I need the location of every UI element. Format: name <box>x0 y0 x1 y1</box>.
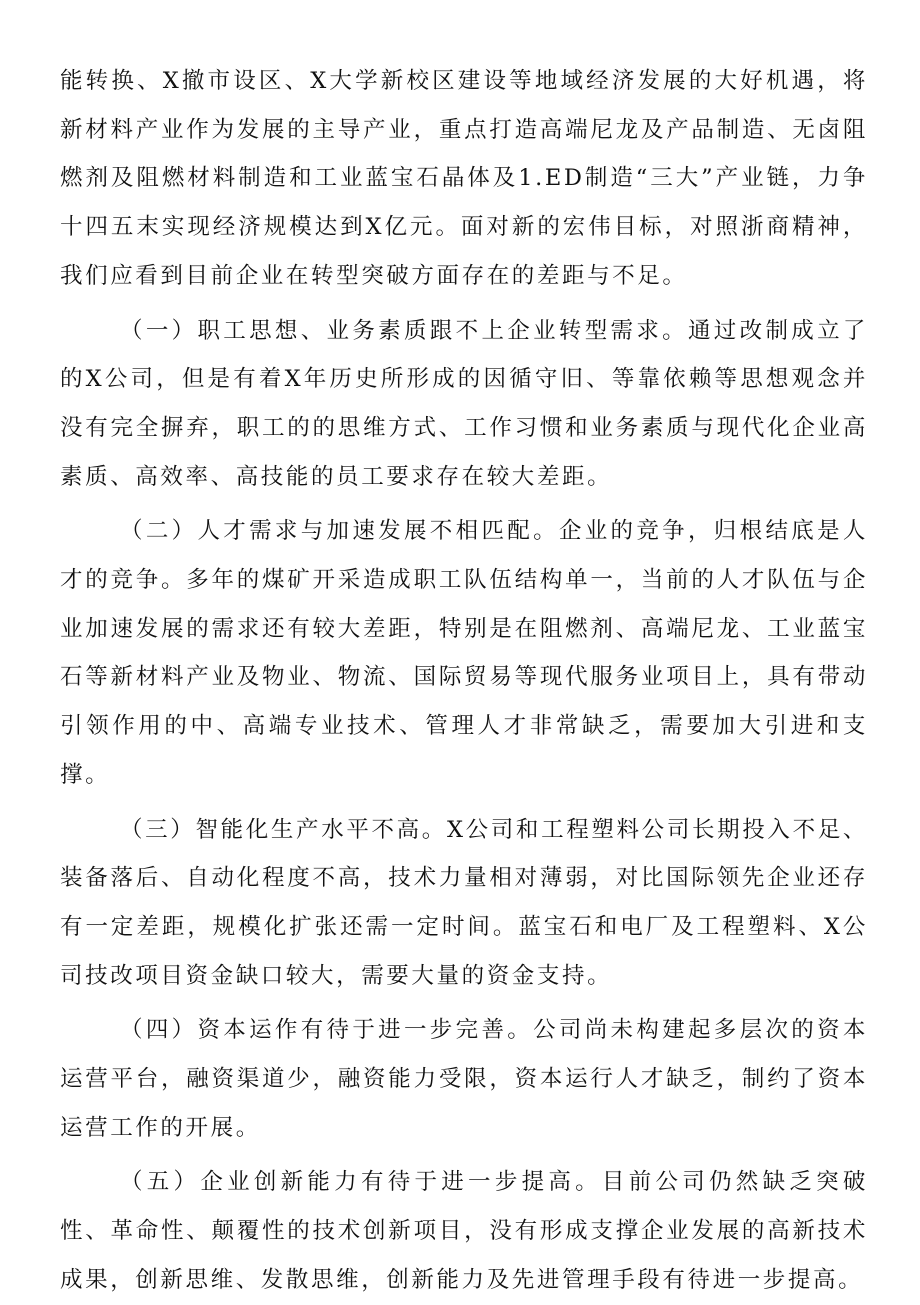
paragraph-intro-continuation: 能转换、X撤市设区、X大学新校区建设等地域经济发展的大好机遇，将新材料产业作为发展的主导产业，重点打造高端尼龙及产品制造、无卤阻燃剂及阻燃材料制造和工业蓝宝石晶体及1.ED制造“三大”产业链，力争十四五末实现经济规模达到X亿元。面对新的宏伟目标，对照浙商精神，我们应看到目前企业在转型突破方面存在的差距与不足。 <box>60 68 868 289</box>
paragraph-section-5: （五）企业创新能力有待于进一步提高。目前公司仍然缺乏突破性、革命性、颠覆性的技术创新项目，没有形成支撑企业发展的高新技术成果，创新思维、发散思维，创新能力及先进管理手段有待进一步提高。 <box>60 1169 868 1293</box>
paragraph-section-1: （一）职工思想、业务素质跟不上企业转型需求。通过改制成立了的X公司，但是有着X年历史所形成的因循守旧、等靠依赖等思想观念并没有完全摒弃，职工的的思维方式、工作习惯和业务素质与现代化企业高素质、高效率、高技能的员工要求存在较大差距。 <box>60 317 868 490</box>
paragraph-section-3: （三）智能化生产水平不高。X公司和工程塑料公司长期投入不足、装备落后、自动化程度不高，技术力量相对薄弱，对比国际领先企业还存有一定差距，规模化扩张还需一定时间。蓝宝石和电厂及工程塑料、X公司技改项目资金缺口较大，需要大量的资金支持。 <box>60 816 868 989</box>
paragraph-section-2: （二）人才需求与加速发展不相匹配。企业的竞争，归根结底是人才的竞争。多年的煤矿开采造成职工队伍结构单一，当前的人才队伍与企业加速发展的需求还有较大差距，特别是在阻燃剂、高端尼龙、工业蓝宝石等新材料产业及物业、物流、国际贸易等现代服务业项目上，具有带动引领作用的中、高端专业技术、管理人才非常缺乏，需要加大引进和支撑。 <box>60 518 868 788</box>
paragraph-section-4: （四）资本运作有待于进一步完善。公司尚未构建起多层次的资本运营平台，融资渠道少，融资能力受限，资本运行人才缺乏，制约了资本运营工作的开展。 <box>60 1017 868 1141</box>
document-page <box>60 57 868 1305</box>
